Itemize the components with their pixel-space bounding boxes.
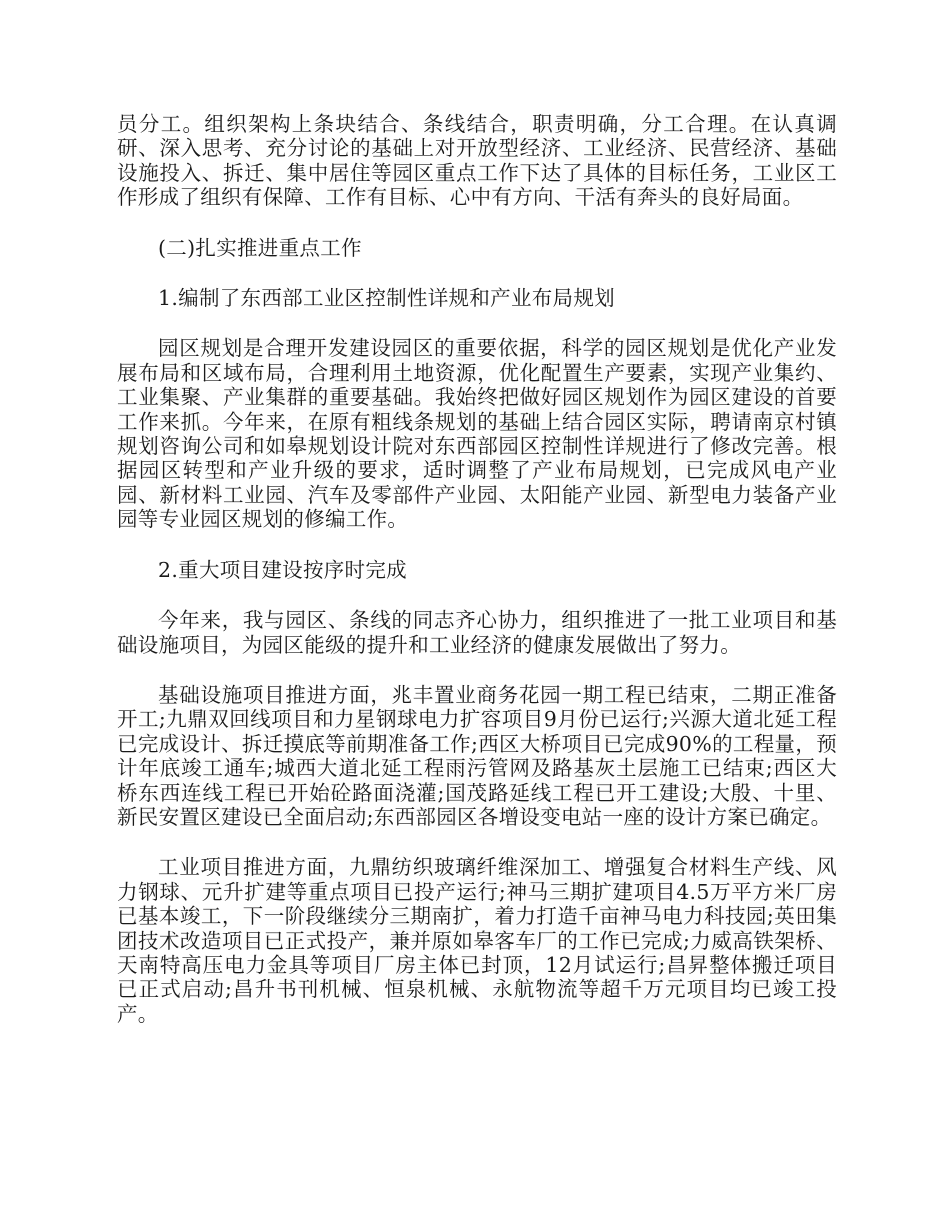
paragraph-continuation: 员分工。组织架构上条块结合、条线结合，职责明确，分工合理。在认真调研、深入思考、充分讨论的基础上对开放型经济、工业经济、民营经济、基础设施投入、拆迁、集中居住等园区重点工作下达了具体的目标任务，工业区工作形成了组织有保障、工作有目标、心中有方向、干活有奔头的良好局面。 (117, 112, 837, 210)
subsection-heading: 1.编制了东西部工业区控制性详规和产业布局规划 (158, 286, 615, 311)
body-paragraph: 今年来，我与园区、条线的同志齐心协力，组织推进了一批工业项目和基础设施项目，为园区能级的提升和工业经济的健康发展做出了努力。 (117, 608, 837, 657)
body-paragraph: 工业项目推进方面，九鼎纺织玻璃纤维深加工、增强复合材料生产线、风力钢球、元升扩建等重点项目已投产运行;神马三期扩建项目4.5万平方米厂房已基本竣工，下一阶段继续分三期南扩，着力打造千亩神马电力科技园;英田集团技术改造项目已正式投产，兼并原如皋客车厂的工作已完成;力威高铁架桥、天南特高压电力金具等项目厂房主体已封顶，12月试运行;昌昇整体搬迁项目已正式启动;昌升书刊机械、恒泉机械、永航物流等超千万元项目均已竣工投产。 (117, 855, 837, 1026)
section-heading: (二)扎实推进重点工作 (158, 235, 362, 260)
subsection-heading: 2.重大项目建设按序时完成 (158, 557, 407, 582)
body-paragraph: 基础设施项目推进方面，兆丰置业商务花园一期工程已结束，二期正准备开工;九鼎双回线项目和力星钢球电力扩容项目9月份已运行;兴源大道北延工程已完成设计、拆迁摸底等前期准备工作;西区大桥项目已完成90%的工程量，预计年底竣工通车;城西大道北延工程雨污管网及路基灰土层施工已结束;西区大桥东西连线工程已开始砼路面浇灌;国茂路延线工程已开工建设;大殷、十里、新民安置区建设已全面启动;东西部园区各增设变电站一座的设计方案已确定。 (117, 682, 837, 829)
body-paragraph: 园区规划是合理开发建设园区的重要依据，科学的园区规划是优化产业发展布局和区域布局，合理利用土地资源，优化配置生产要素，实现产业集约、工业集聚、产业集群的重要基础。我始终把做好园区规划作为园区建设的首要工作来抓。今年来，在原有粗线条规划的基础上结合园区实际，聘请南京村镇规划咨询公司和如皋规划设计院对东西部园区控制性详规进行了修改完善。根据园区转型和产业升级的要求，适时调整了产业布局规划，已完成风电产业园、新材料工业园、汽车及零部件产业园、太阳能产业园、新型电力装备产业园等专业园区规划的修编工作。 (117, 336, 837, 532)
document-body (117, 112, 837, 1052)
